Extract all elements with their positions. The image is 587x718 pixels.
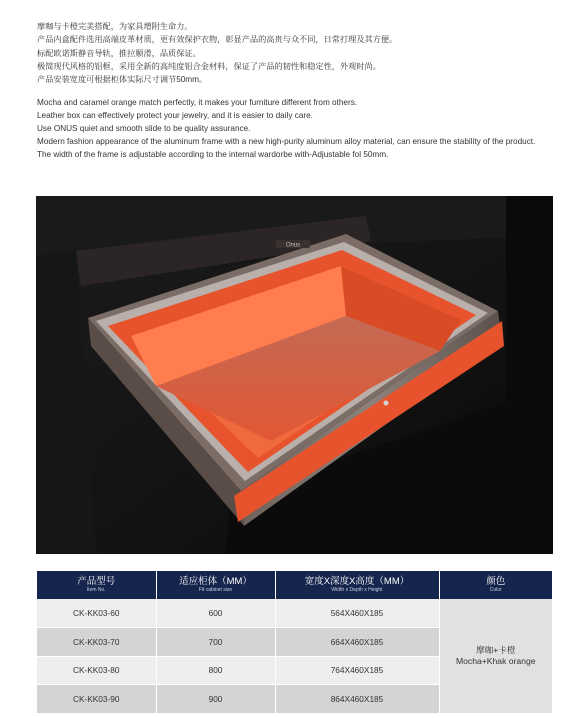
description-en-line: Modern fashion appearance of the aluminum frame with a new high-purity aluminum alloy material, can ensure the stability of the product. [37,137,536,146]
description-cn-line: 极简现代风格的铝框，采用全新的高纯度铝合金材料，保证了产品的韧性和稳定性，外观时尚。 [37,61,381,71]
product-photo [36,196,553,554]
description-cn-line: 产品安装宽度可根据柜体实际尺寸调节50mm。 [37,75,208,85]
cell-fit-size: 600 [156,599,275,628]
description-en-line: The width of the frame is adjustable according to the internal wardorbe with-Adjustable fol 50mm. [37,150,389,159]
header-item-no-cn: 产品型号 [77,576,116,587]
description-en-line: Leather box can effectively protect your jewelry, and it is easier to daily care. [37,111,313,120]
cell-fit-size: 900 [156,685,275,714]
cell-fit-size: 700 [156,628,275,657]
cell-dimensions: 864X460X185 [275,685,439,714]
header-fit-cabinet-cn: 适应柜体（MM） [179,576,252,587]
header-fit-cabinet-en: Fit cabinet size [198,587,233,593]
description-en-line: Use ONUS quiet and smooth slide to be quality assurance. [37,124,251,133]
header-item-no-en: Item No. [86,587,106,593]
drawer-illustration [36,196,553,554]
spec-table [37,571,552,714]
header-dimensions-en: Width x Depth x Height [331,587,383,593]
header-color-cn: 颜色 [486,576,506,587]
header-color-en: Color [489,587,502,593]
header-dimensions [275,571,439,599]
cell-fit-size: 800 [156,656,275,685]
cell-dimensions: 664X460X185 [275,628,439,657]
description-cn-line: 产品内盒配件选用高端皮革材质，更有效保护衣物，彰显产品的高贵与众不同，日常打理及其方便。 [37,35,398,45]
table-header-row [37,571,552,599]
cell-item-no: CK-KK03-80 [37,656,156,685]
color-en: Mocha+Khak orange [455,655,536,666]
description-cn-line: 标配欧诺斯静音导轨，推拉顺滑，品质保证。 [37,48,201,58]
table-row [37,599,552,628]
description-english [37,96,557,161]
logo-text: Onus [285,242,301,249]
cell-dimensions: 564X460X185 [275,599,439,628]
cell-item-no: CK-KK03-90 [37,685,156,714]
description-chinese [37,20,557,86]
color-cn: 摩咖+卡橙 [476,644,516,655]
cell-dimensions: 764X460X185 [275,656,439,685]
cell-item-no: CK-KK03-70 [37,628,156,657]
cell-item-no: CK-KK03-60 [37,599,156,628]
cell-color [439,599,552,713]
description-en-line: Mocha and caramel orange match perfectly, it makes your furniture different from others. [37,98,358,107]
header-item-no [37,571,156,599]
header-dimensions-cn: 宽度X深度X高度（MM） [304,576,410,587]
header-color [439,571,552,599]
description-cn-line: 摩咖与卡橙完美搭配，为家具增附生命力。 [37,22,193,31]
header-fit-cabinet [156,571,275,599]
front-logo-icon [384,401,389,406]
